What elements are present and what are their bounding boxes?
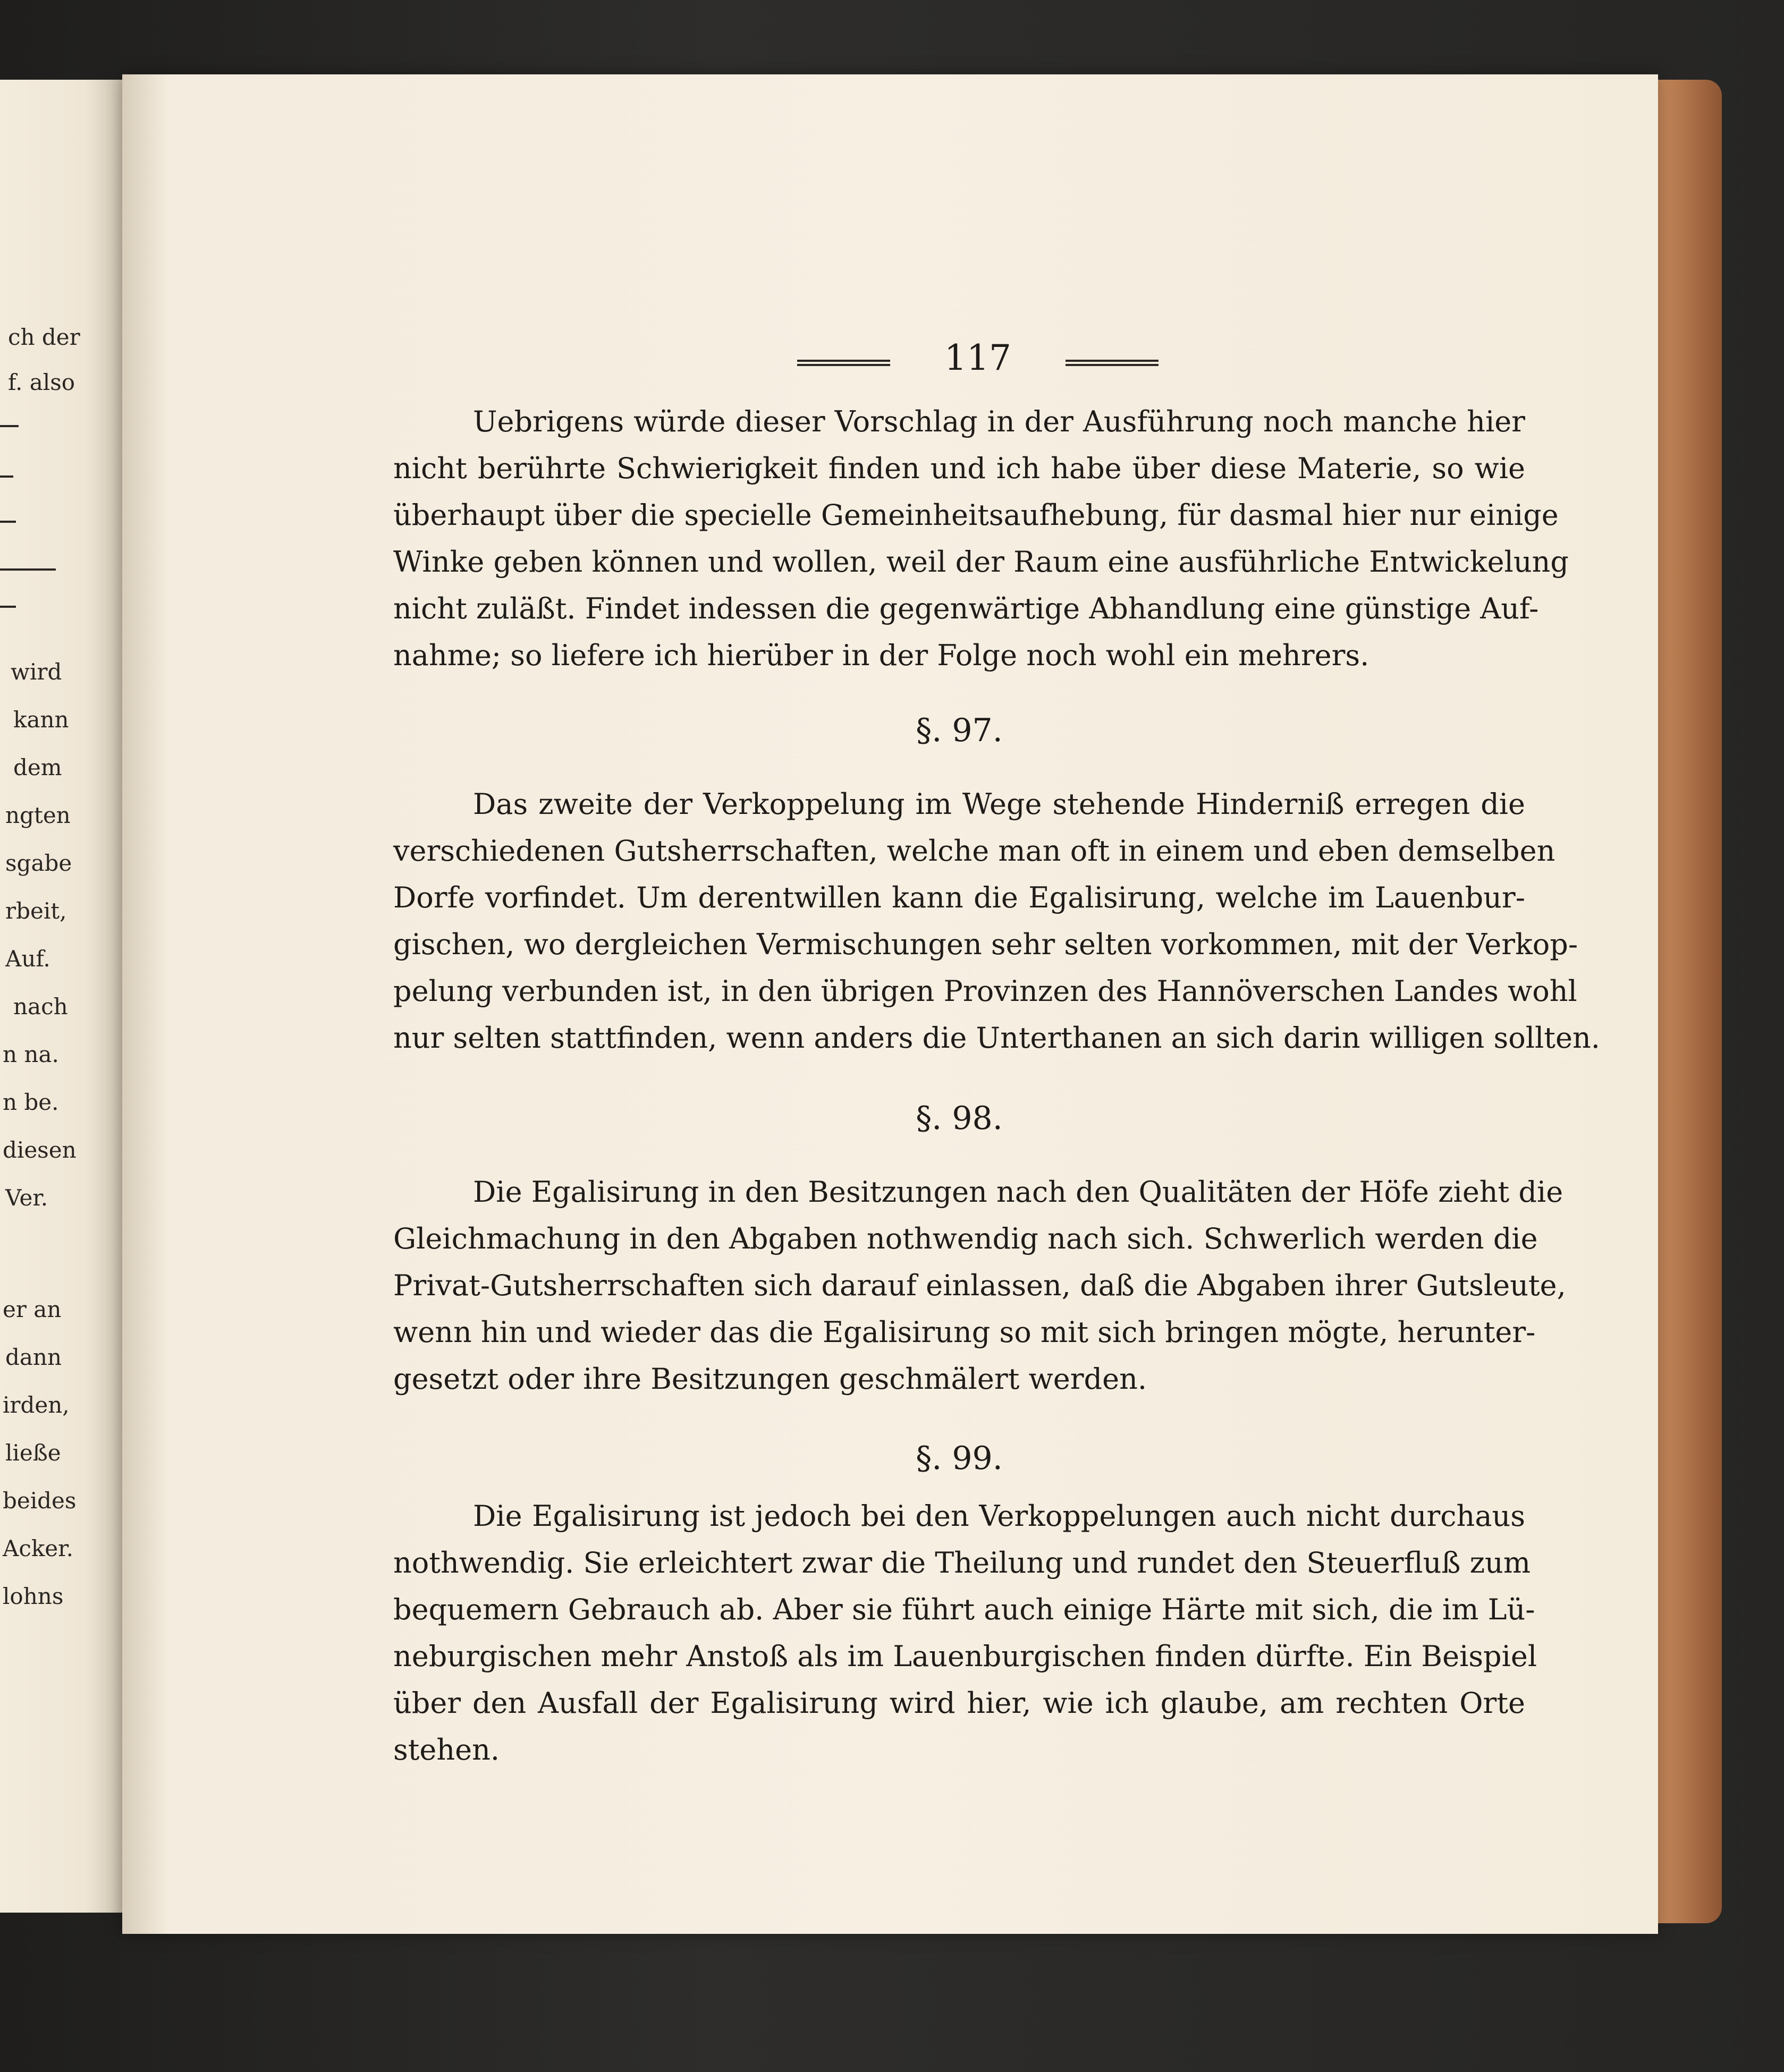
text-line: Dorfe vorfindet. Um derentwillen kann die Egalisirung, welche im Lauenbur- xyxy=(393,881,1525,914)
text-line: nicht berührte Schwierigkeit finden und ich habe über diese Materie, so wie xyxy=(393,452,1525,485)
text-line: gesetzt oder ihre Besitzungen geschmälert werden. xyxy=(393,1362,1147,1396)
left-rule xyxy=(0,521,16,523)
text-line: Winke geben können und wollen, weil der Raum eine ausführliche Entwickelung xyxy=(393,545,1569,579)
text-line: Die Egalisirung in den Besitzungen nach den Qualitäten der Höfe zieht die xyxy=(473,1175,1563,1209)
text-line: neburgischen mehr Anstoß als im Lauenburgischen finden dürfte. Ein Beispiel xyxy=(393,1640,1537,1673)
left-rule xyxy=(0,606,16,608)
text-line: verschiedenen Gutsherrschaften, welche man oft in einem und eben demselben xyxy=(393,834,1555,868)
text-line: Uebrigens würde dieser Vorschlag in der Ausführung noch manche hier xyxy=(473,405,1525,438)
header-rule-left xyxy=(797,360,890,366)
left-fragment: kann xyxy=(13,707,69,733)
text-line: Die Egalisirung ist jedoch bei den Verkoppelungen auch nicht durchaus xyxy=(473,1499,1525,1533)
text-line: nahme; so liefere ich hierüber in der Folge noch wohl ein mehrers. xyxy=(393,639,1369,672)
left-fragment: rbeit, xyxy=(5,898,67,924)
section-heading-99: §. 99. xyxy=(916,1440,1003,1477)
paragraph-3 xyxy=(393,1169,1566,1403)
text-line: Das zweite der Verkoppelung im Wege stehende Hinderniß erregen die xyxy=(473,787,1525,821)
text-line: nicht zuläßt. Findet indessen die gegenwärtige Abhandlung eine günstige Auf- xyxy=(393,592,1539,625)
left-fragment: dem xyxy=(13,754,62,780)
left-rule xyxy=(0,475,13,478)
section-heading-98: §. 98. xyxy=(916,1100,1003,1137)
left-rule xyxy=(0,425,19,427)
left-fragment: beides xyxy=(3,1488,77,1514)
left-fragment: sgabe xyxy=(5,850,72,876)
left-fragment: irden, xyxy=(3,1392,70,1418)
text-line: gischen, wo dergleichen Vermischungen sehr selten vorkommen, mit der Verkop- xyxy=(393,928,1578,961)
text-line: stehen. xyxy=(393,1733,500,1767)
left-fragment: Ver. xyxy=(5,1185,48,1211)
page-header xyxy=(797,337,1159,380)
left-fragment: wird xyxy=(11,659,62,685)
left-fragment: n na. xyxy=(3,1041,59,1067)
text-line: Privat-Gutsherrschaften sich darauf einlassen, daß die Abgaben ihrer Gutsleute, xyxy=(393,1269,1566,1302)
text-line: nothwendig. Sie erleichtert zwar die Theilung und rundet den Steuerfluß zum xyxy=(393,1546,1531,1580)
left-fragment: Acker. xyxy=(3,1535,73,1561)
left-fragment: dann xyxy=(5,1344,62,1370)
left-fragment: ließe xyxy=(5,1440,61,1466)
left-fragment: lohns xyxy=(3,1583,64,1609)
text-line: nur selten stattfinden, wenn anders die Unterthanen an sich darin willigen sollten. xyxy=(393,1021,1600,1055)
left-fragment: nach xyxy=(13,993,68,1020)
left-fragment: Auf. xyxy=(5,946,50,972)
text-line: Gleichmachung in den Abgaben nothwendig nach sich. Schwerlich werden die xyxy=(393,1222,1538,1255)
left-fragment: ngten xyxy=(5,802,71,828)
header-rule-right xyxy=(1066,360,1159,366)
left-fragment: n be. xyxy=(3,1089,59,1115)
paragraph-2 xyxy=(393,781,1600,1062)
left-fragment: f. also xyxy=(8,369,75,395)
text-line: über den Ausfall der Egalisirung wird hier, wie ich glaube, am rechten Orte xyxy=(393,1686,1525,1720)
page-number: 117 xyxy=(944,337,1011,378)
paragraph-1 xyxy=(393,398,1569,679)
paragraph-4 xyxy=(393,1493,1537,1773)
text-line: wenn hin und wieder das die Egalisirung so mit sich bringen mögte, herunter- xyxy=(393,1315,1536,1349)
section-heading-97: §. 97. xyxy=(916,712,1003,749)
text-line: pelung verbunden ist, in den übrigen Provinzen des Hannöverschen Landes wohl xyxy=(393,974,1577,1008)
right-page xyxy=(122,74,1658,1934)
left-fragment: diesen xyxy=(3,1137,77,1163)
left-fragment: er an xyxy=(3,1296,62,1322)
left-page xyxy=(0,80,122,1913)
left-rule xyxy=(0,568,56,571)
left-fragment: ch der xyxy=(8,324,80,350)
text-line: überhaupt über die specielle Gemeinheitsaufhebung, für dasmal hier nur einige xyxy=(393,498,1559,532)
text-line: bequemern Gebrauch ab. Aber sie führt auch einige Härte mit sich, die im Lü- xyxy=(393,1593,1535,1626)
